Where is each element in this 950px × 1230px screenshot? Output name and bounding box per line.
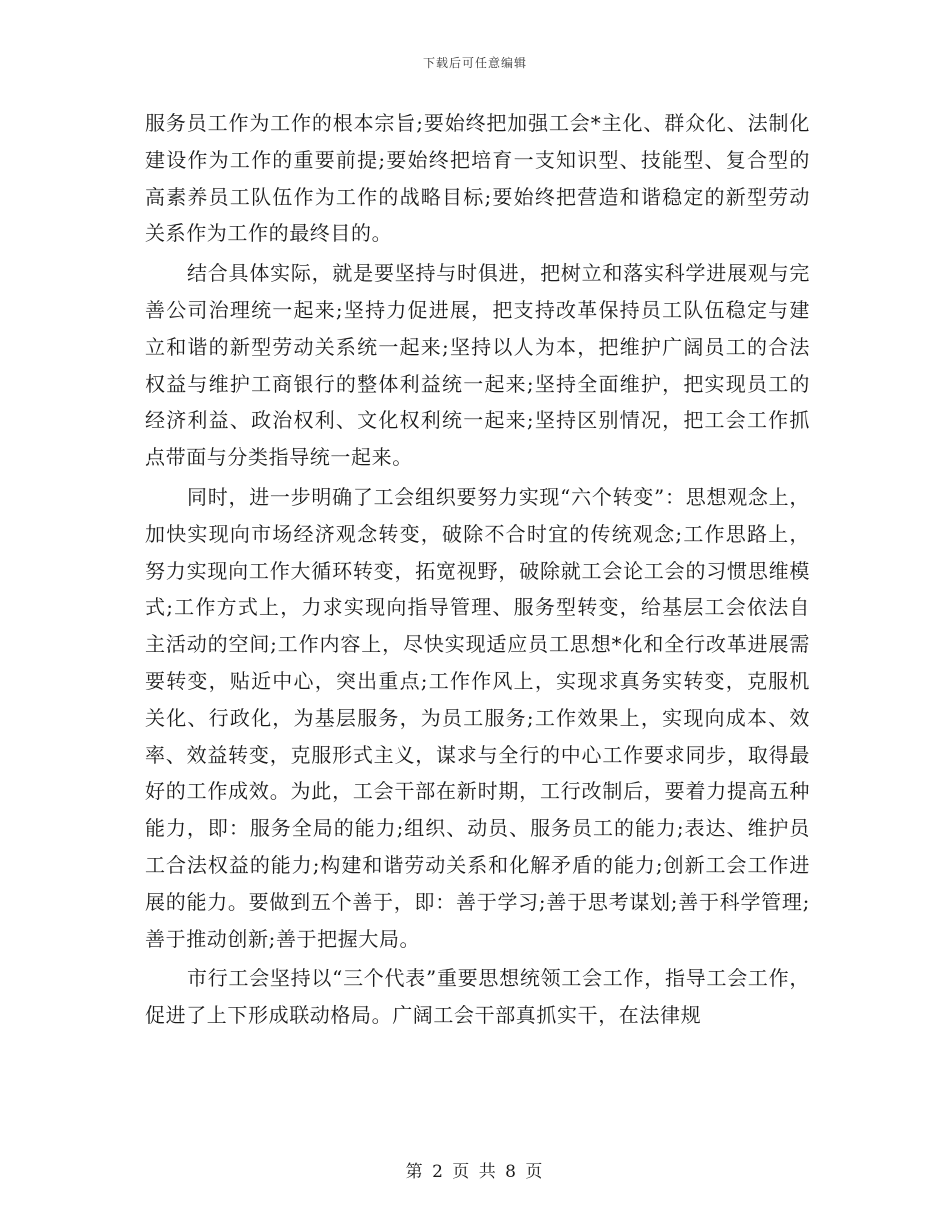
document-body: [145, 105, 810, 1034]
page-header: 下载后可任意编辑: [422, 56, 527, 70]
paragraph-3: 同时，进一步明确了工会组织要努力实现“六个转变”：思想观念上，加快实现向市场经济观念转变，破除不合时宜的传统观念;工作思路上，努力实现向工作大循环转变，拓宽视野，破除就工会论工会的习惯思维模式;工作方式上，力求实现向指导管理、服务型转变，给基层工会依法自主活动的空间;工作内容上，尽快实现适应员工思想*化和全行改革进展需要转变，贴近中心，突出重点;工作作风上，实现求真务实转变，克服机关化、行政化，为基层服务，为员工服务;工作效果上，实现向成本、效率、效益转变，克服形式主义，谋求与全行的中心工作要求同步，取得最好的工作成效。为此，工会干部在新时期，工行改制后，要着力提高五种能力，即：服务全局的能力;组织、动员、服务员工的能力;表达、维护员工合法权益的能力;构建和谐劳动关系和化解矛盾的能力;创新工会工作进展的能力。要做到五个善于，即：善于学习;善于思考谋划;善于科学管理;善于推动创新;善于把握大局。: [145, 484, 810, 951]
page-number: 第 2 页 共 8 页: [405, 1162, 545, 1182]
paragraph-4: 市行工会坚持以“三个代表”重要思想统领工会工作，指导工会工作，促进了上下形成联动格局。广阔工会干部真抓实干，在法律规: [145, 966, 810, 1028]
paragraph-2: 结合具体实际，就是要坚持与时俱进，把树立和落实科学进展观与完善公司治理统一起来;坚持力促进展，把支持改革保持员工队伍稳定与建立和谐的新型劳动关系统一起来;坚持以人为本，把维护广阔员工的合法权益与维护工商银行的整体利益统一起来;坚持全面维护，把实现员工的经济利益、政治权利、文化权利统一起来;坚持区别情况，把工会工作抓点带面与分类指导统一起来。: [145, 261, 810, 470]
paragraph-1: 服务员工作为工作的根本宗旨;要始终把加强工会*主化、群众化、法制化建设作为工作的重要前提;要始终把培育一支知识型、技能型、复合型的高素养员工队伍作为工作的战略目标;要始终把营造和谐稳定的新型劳动关系作为工作的最终目的。: [145, 111, 810, 246]
